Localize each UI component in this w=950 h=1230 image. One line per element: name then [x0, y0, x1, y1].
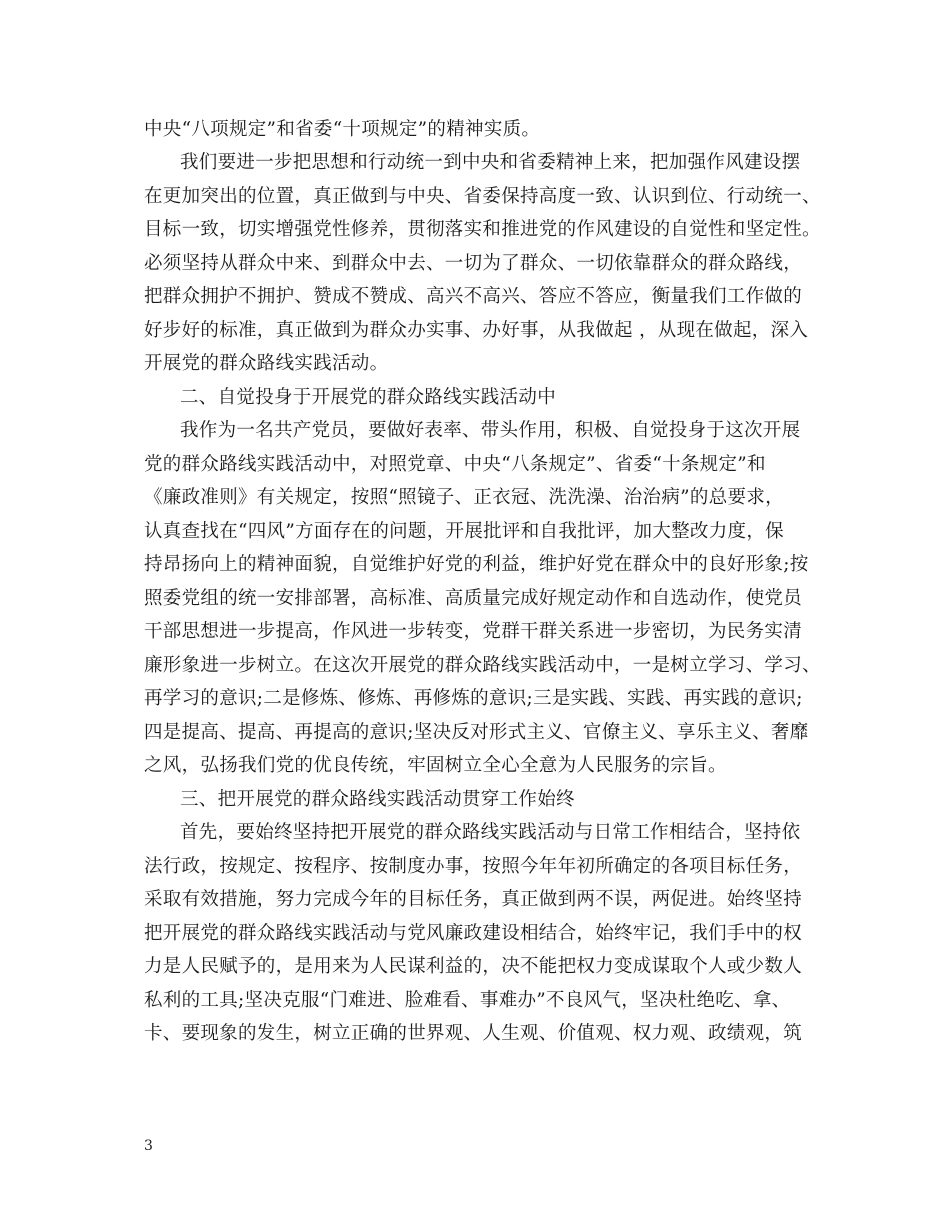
paragraph-first-line: 首先，要始终坚持把开展党的群众路线实践活动与日常工作相结合，坚持依	[180, 822, 801, 843]
body-text-line: 力是人民赋予的，是用来为人民谋利益的，决不能把权力变成谋取个人或少数人	[144, 956, 803, 977]
body-text-line: 持昂扬向上的精神面貌，自觉维护好党的利益，维护好党在群众中的良好形象;按	[144, 554, 809, 575]
section-heading: 三、把开展党的群众路线实践活动贯穿工作始终	[180, 789, 575, 810]
body-text-line: 在更加突出的位置，真正做到与中央、省委保持高度一致、认识到位、行动统一、	[144, 186, 821, 207]
body-text-line: 之风，弘扬我们党的优良传统，牢固树立全心全意为人民服务的宗旨。	[144, 755, 727, 776]
body-text-line: 法行政，按规定、按程序、按制度办事，按照今年年初所确定的各项目标任务，	[144, 856, 803, 877]
body-text-line: 再学习的意识;二是修炼、修炼、再修炼的意识;三是实践、实践、再实践的意识;	[144, 688, 803, 709]
section-heading: 二、自觉投身于开展党的群众路线实践活动中	[180, 387, 557, 408]
body-text-line: 照委党组的统一安排部署，高标准、高质量完成好规定动作和自选动作，使党员	[144, 588, 803, 609]
body-text-line: 卡、要现象的发生，树立正确的世界观、人生观、价值观、权力观、政绩观，筑	[144, 1023, 803, 1044]
body-text-line: 中央“八项规定”和省委“十项规定”的精神实质。	[144, 119, 541, 140]
body-text-line: 私利的工具;坚决克服“门难进、脸难看、事难办”不良风气，坚决杜绝吃、拿、	[144, 990, 791, 1011]
body-text-line: 好步好的标准，真正做到为群众办实事、办好事，从我做起 ，从现在做起，深入	[144, 320, 809, 341]
body-text-line: 四是提高、提高、再提高的意识;坚决反对形式主义、官僚主义、享乐主义、奢靡	[144, 722, 809, 743]
body-text-line: 党的群众路线实践活动中，对照党章、中央“八条规定”、省委“十条规定”和	[144, 454, 766, 475]
paragraph-first-line: 我作为一名共产党员，要做好表率、带头作用，积极、自觉投身于这次开展	[180, 420, 801, 441]
body-text-line: 开展党的群众路线实践活动。	[144, 353, 389, 374]
body-text-line: 把群众拥护不拥护、赞成不赞成、高兴不高兴、答应不答应，衡量我们工作做的	[144, 286, 803, 307]
body-text-line: 必须坚持从群众中来、到群众中去、一切为了群众、一切依靠群众的群众路线，	[144, 253, 803, 274]
body-text-line: 目标一致，切实增强党性修养，贯彻落实和推进党的作风建设的自觉性和坚定性。	[144, 219, 821, 240]
body-text-line: 廉形象进一步树立。在这次开展党的群众路线实践活动中，一是树立学习、学习、	[144, 655, 821, 676]
body-text-line: 干部思想进一步提高，作风进一步转变，党群干群关系进一步密切，为民务实清	[144, 621, 803, 642]
body-text-line: 把开展党的群众路线实践活动与党风廉政建设相结合，始终牢记，我们手中的权	[144, 923, 803, 944]
body-text-line: 认真查找在“四风”方面存在的问题，开展批评和自我批评，加大整改力度，保	[144, 521, 784, 542]
paragraph-first-line: 我们要进一步把思想和行动统一到中央和省委精神上来，把加强作风建设摆	[180, 152, 801, 173]
body-text-line: 《廉政准则》有关规定，按照“照镜子、正衣冠、洗洗澡、治治病”的总要求，	[144, 487, 784, 508]
body-text-line: 采取有效措施，努力完成今年的目标任务，真正做到两不误，两促进。始终坚持	[144, 889, 803, 910]
page-number: 3	[144, 1138, 153, 1154]
